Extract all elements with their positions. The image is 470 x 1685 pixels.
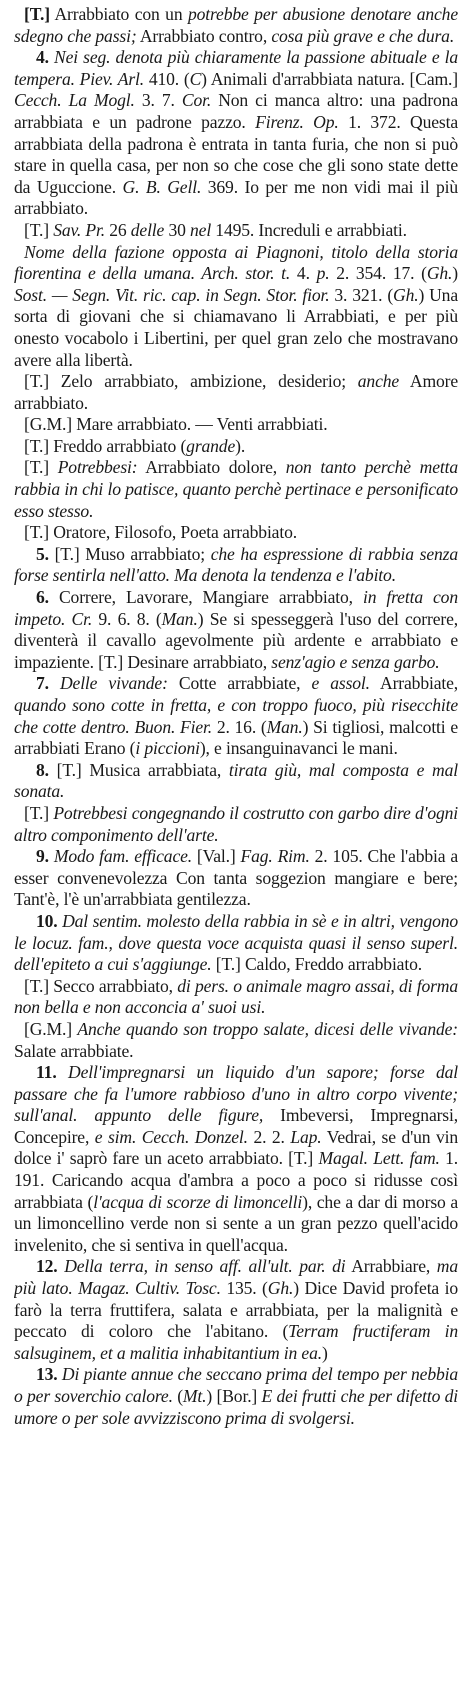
- entry-paragraph: [14, 803, 458, 846]
- entry-paragraph: [14, 846, 458, 911]
- entry-paragraph: [14, 911, 458, 976]
- entry-paragraph: [14, 414, 458, 436]
- entry-text: [T.] Musica arrabbiata, tirata giù, mal composta e mal sonata.: [14, 759, 458, 802]
- entry-paragraph: [14, 242, 458, 372]
- entry-paragraph: [14, 760, 458, 803]
- entry-paragraph: [14, 673, 458, 759]
- entry-paragraph: [14, 220, 458, 242]
- entry-text: [T.] Zelo arrabbiato, ambizione, desiderio; anche Amore arrabbiato.: [14, 371, 458, 413]
- entry-paragraph: [14, 587, 458, 673]
- entry-text: Di piante annue che seccano prima del tempo per nebbia o per soverchio calore. (Mt.) [Bor.] E dei frutti che per difetto di umore o per sole avvizziscono prima di svolgersi.: [14, 1364, 458, 1428]
- entry-text: [T.] Arrabbiato con un potrebbe per abusione denotare anche sdegno che passi; Arrabbiato contro, cosa più grave e che dura.: [14, 4, 458, 46]
- entry-text: [G.M.] Anche quando son troppo salate, dicesi delle vivande: Salate arrabbiate.: [14, 1018, 458, 1061]
- dictionary-column: [14, 4, 458, 1680]
- sense-number: 5.: [36, 543, 55, 564]
- sense-number: 4.: [36, 47, 55, 68]
- sense-number: 12.: [36, 1256, 65, 1277]
- sense-number: 7.: [36, 673, 60, 694]
- entry-paragraph: [14, 4, 458, 47]
- entry-paragraph: [14, 47, 458, 220]
- entry-text: Dal sentim. molesto della rabbia in sè e in altri, vengono le locuz. fam., dove questa voce acquista quasi il senso superl. dell'epiteto a cui s'aggiunge. [T.] Caldo, Freddo arrabbiato.: [14, 910, 458, 975]
- entry-paragraph: [14, 371, 458, 414]
- entry-text: Della terra, in senso aff. all'ult. par. di Arrabbiare, ma più lato. Magaz. Cultiv. Tosc. 135. (Gh.) Dice David profeta io farò la terra fruttifera, salata e arrabbiata, per la malignità e peccato di coloro che l'abitano. (Terram fructiferam in salsuginem, et a malitia inhabitantium in ea.): [14, 1256, 458, 1363]
- sense-number: 6.: [36, 587, 59, 608]
- entry-paragraph: [14, 457, 458, 522]
- entry-text: Dell'impregnarsi un liquido d'un sapore; forse dal passare che fa l'umore rabbioso d'uno in altro corpo vivente; sull'anal. appunto delle figure, Imbeversi, Impregnarsi, Concepire, e sim. Cecch. Donzel. 2. 2. Lap. Vedrai, se d'un vin dolce i' saprò fare un aceto arrabbiato. [T.] Magal. Lett. fam. 1. 191. Caricando acqua d'ambra a poco a poco si ridusse così arrabbiata (l'acqua di scorze di limoncelli), che a dar di morso a un limoncellino verde non si sente a un gran pezzo quell'acido invelenito, che si sentiva in quell'acqua.: [14, 1062, 458, 1255]
- entry-paragraph: [14, 976, 458, 1019]
- entry-text: [T.] Freddo arrabbiato (grande).: [24, 435, 246, 456]
- entry-text: [T.] Potrebbesi congegnando il costrutto con garbo dire d'ogni altro componimento dell'arte.: [14, 802, 458, 845]
- entry-text: Delle vivande: Cotte arrabbiate, e assol. Arrabbiate, quando sono cotte in fretta, e con troppo fuoco, più risecchite che cotte dentro. Buon. Fier. 2. 16. (Man.) Si tigliosi, malcotti e arrabbiati Erano (i piccioni), e insanguinavanci le mani.: [14, 673, 458, 759]
- entry-text: [T.] Oratore, Filosofo, Poeta arrabbiato.: [24, 522, 297, 543]
- entry-paragraph: [14, 1062, 458, 1256]
- entry-paragraph: [14, 544, 458, 587]
- entry-paragraph: [14, 1256, 458, 1364]
- entry-text: Correre, Lavorare, Mangiare arrabbiato, in fretta con impeto. Cr. 9. 6. 8. (Man.) Se si spesseggerà l'uso del correre, diventerà il cavallo agevolmente più ardente e arrabbiato e impaziente. [T.] Desinare arrabbiato, senz'agio e senza garbo.: [14, 587, 458, 672]
- entry-text: Nome della fazione opposta ai Piagnoni, titolo della storia fiorentina e della umana. Arch. stor. t. 4. p. 2. 354. 17. (Gh.) Sost. — Segn. Vit. ric. cap. in Segn. Stor. fior. 3. 321. (Gh.) Una sorta di giovani che si chiamavano li Arrabbiati, e per più onesto vocabolo i Libertini, per quel gran zelo che mostravano avere alla libertà.: [14, 241, 458, 370]
- entry-text: Nei seg. denota più chiaramente la passione abituale e la tempera. Piev. Arl. 410. (C) Animali d'arrabbiata natura. [Cam.] Cecch. La Mogl. 3. 7. Cor. Non ci manca altro: una padrona arrabbiata e un padrone pazzo. Firenz. Op. 1. 372. Questa arrabbiata della padrona è entrata in tanta furia, che non si può stare in quella casa, per non so che cose che gli sono state dette da Uguccione. G. B. Gell. 369. Io per me non vidi mai il più arrabbiato.: [14, 47, 458, 219]
- sense-number: 11.: [36, 1062, 69, 1083]
- sense-number: 9.: [36, 846, 54, 867]
- entry-paragraph: [14, 436, 458, 458]
- entry-text: [T.] Muso arrabbiato; che ha espressione di rabbia senza forse sentirla nell'atto. Ma denota la tendenza e l'abito.: [14, 543, 458, 586]
- entry-text: [T.] Sav. Pr. 26 delle 30 nel 1495. Increduli e arrabbiati.: [24, 219, 407, 240]
- sense-number: 13.: [36, 1364, 62, 1385]
- entry-text: [G.M.] Mare arrabbiato. — Venti arrabbiati.: [24, 414, 328, 435]
- entry-paragraph: [14, 522, 458, 544]
- sense-number: 10.: [36, 910, 63, 931]
- entry-text: [T.] Potrebbesi: Arrabbiato dolore, non tanto perchè metta rabbia in chi lo patisce, quanto perchè pertinace e personificato esso stesso.: [14, 457, 458, 521]
- entry-text: [T.] Secco arrabbiato, di pers. o animale magro assai, di forma non bella e non acconcia a' suoi usi.: [14, 975, 458, 1018]
- entry-paragraph: [14, 1364, 458, 1429]
- entry-paragraph: [14, 1019, 458, 1062]
- sense-number: 8.: [36, 759, 57, 780]
- entry-text: Modo fam. efficace. [Val.] Fag. Rim. 2. 105. Che l'abbia a esser convenevolezza Con tanta soggezion mangiare e bere; Tant'è, l'è un'arrabbiata gentilezza.: [14, 846, 458, 910]
